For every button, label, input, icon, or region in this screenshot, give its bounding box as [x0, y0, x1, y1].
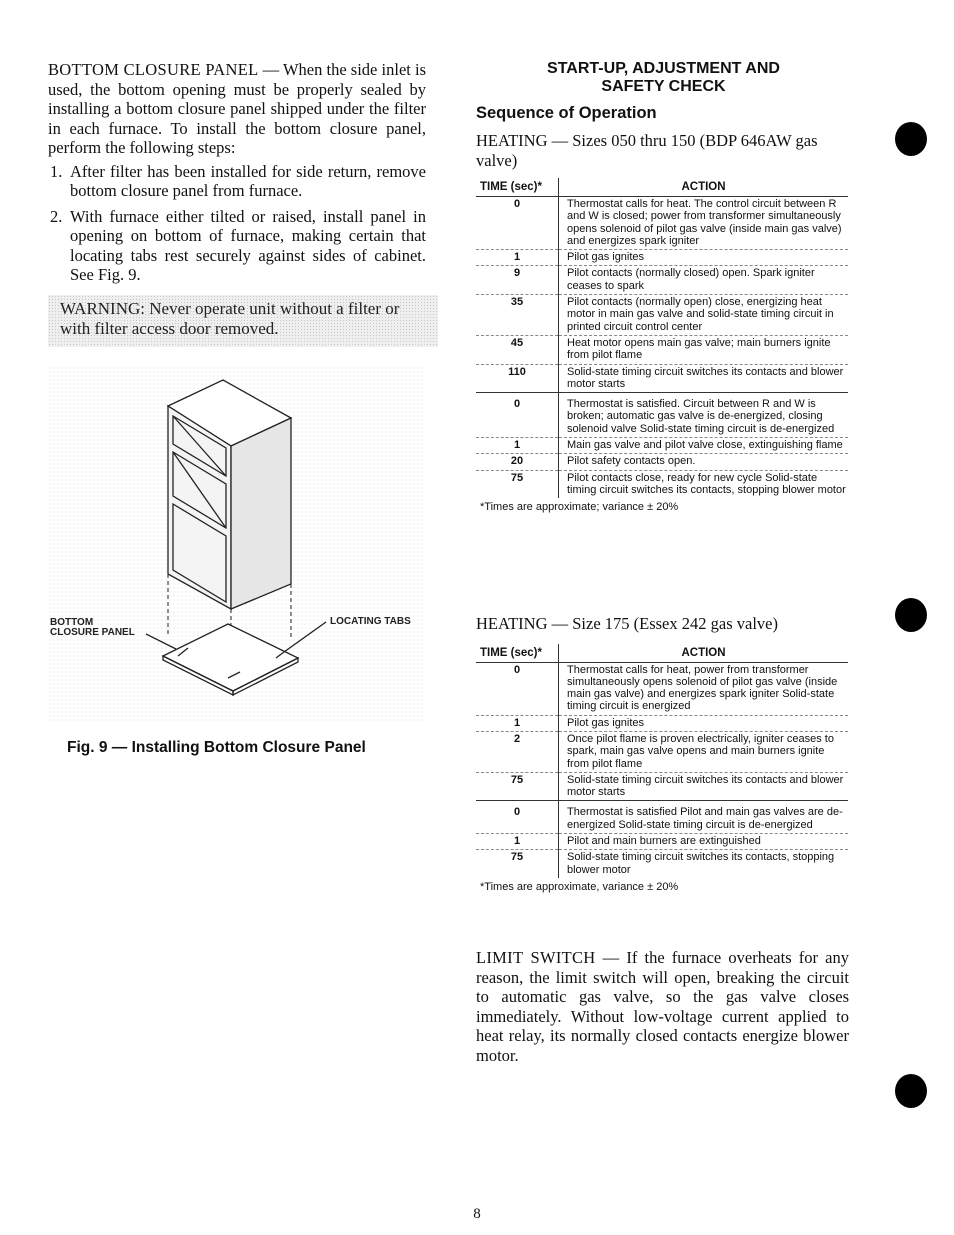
time-cell: 1 [476, 834, 559, 850]
action-cell: Pilot safety contacts open. [559, 454, 849, 470]
warning-box: WARNING: Never operate unit without a filter or with filter access door removed. [48, 295, 438, 347]
install-step [48, 162, 426, 201]
right-column [476, 60, 851, 513]
action-cell: Heat motor opens main gas valve; main burners ignite from pilot flame [559, 335, 849, 364]
section-heading-line1: START-UP, ADJUSTMENT AND [547, 60, 780, 77]
time-cell: 1 [476, 250, 559, 266]
table-row [476, 801, 848, 834]
action-cell: Pilot and main burners are extinguished [559, 834, 849, 850]
table-row [476, 470, 848, 498]
punch-hole-icon [895, 122, 927, 156]
table-row [476, 834, 848, 850]
install-step [48, 207, 426, 285]
action-column-header: ACTION [559, 644, 849, 663]
time-cell: 20 [476, 454, 559, 470]
table-row [476, 438, 848, 454]
time-cell: 75 [476, 850, 559, 878]
action-cell: Thermostat is satisfied Pilot and main gas valves are de-energized Solid-state timing circuit is de-energized [559, 801, 849, 834]
action-cell: Thermostat calls for heat. The control circuit between R and W is closed; power from transformer simultaneously opens solenoid of pilot gas valve (inside main gas valve) and energizes spark igniter [567, 198, 842, 247]
table-row [476, 250, 848, 266]
table1-title: HEATING — Sizes 050 thru 150 (BDP 646AW gas valve) [476, 131, 818, 170]
table2-section [476, 614, 851, 893]
time-cell: 110 [476, 364, 559, 393]
step-text: With furnace either tilted or raised, install panel in opening on bottom of furnace, making certain that locating tabs rest securely against sides of cabinet. See Fig. 9. [70, 206, 426, 284]
time-cell: 2 [476, 731, 559, 772]
time-cell: 0 [476, 662, 559, 715]
table-row [476, 266, 848, 295]
step-number: 1. [50, 161, 63, 181]
sequence-table-650-150 [476, 178, 848, 498]
section-heading-line2: SAFETY CHECK [601, 78, 726, 95]
figure-bottom-closure-panel [48, 366, 423, 721]
step-number: 2. [50, 206, 63, 226]
label-bottom-line2: CLOSURE PANEL [50, 627, 135, 638]
action-cell: Thermostat calls for heat, power from transformer simultaneously opens solenoid of pilot gas valve (inside main gas valve) and energizes spark igniter Solid-state timing circuit is energized [567, 663, 838, 713]
action-cell: Pilot gas ignites [559, 715, 849, 731]
action-cell: Pilot gas ignites [559, 250, 849, 266]
sequence-subheading: Sequence of Operation [476, 104, 657, 122]
limit-switch-heading: LIMIT SWITCH [476, 948, 596, 967]
page-number: 8 [473, 1206, 481, 1222]
label-bottom-closure-panel [50, 618, 135, 638]
table-row [476, 662, 848, 715]
time-cell: 45 [476, 335, 559, 364]
action-cell: Once pilot flame is proven electrically, igniter ceases to spark, main gas valve opens and main burners ignite from pilot flame [559, 731, 849, 772]
table2-title: HEATING — Size 175 (Essex 242 gas valve) [476, 614, 778, 633]
time-cell: 35 [476, 295, 559, 336]
time-cell: 0 [476, 197, 559, 250]
sequence-table-175 [476, 644, 848, 878]
action-cell: Solid-state timing circuit switches its contacts and blower motor starts [559, 364, 849, 393]
table-row [476, 295, 848, 336]
table-row [476, 715, 848, 731]
table2-footnote: *Times are approximate, variance ± 20% [480, 880, 679, 893]
time-cell: 1 [476, 438, 559, 454]
table-row [476, 772, 848, 801]
time-column-header: TIME (sec)* [476, 644, 559, 663]
time-cell: 0 [476, 801, 559, 834]
table2-body [476, 662, 848, 878]
time-cell: 75 [476, 470, 559, 498]
step-text: After filter has been installed for side return, remove bottom closure panel from furnace. [70, 161, 426, 200]
table-row [476, 393, 848, 438]
action-cell: Pilot contacts close, ready for new cycle Solid-state timing circuit switches its contacts, stopping blower motor [559, 470, 849, 498]
furnace-illustration [48, 366, 423, 721]
punch-hole-icon [895, 598, 927, 632]
bottom-closure-panel-text: — When the side inlet is used, the bottom opening must be properly sealed by installing a bottom closure panel shipped under the filter in each furnace. To install the bottom closure panel, perform the following steps: [48, 60, 426, 157]
table-row [476, 454, 848, 470]
action-cell: Thermostat is satisfied. Circuit between R and W is broken; automatic gas valve is de-energized, closing solenoid valve Solid-state timing circuit is de-energized [559, 393, 849, 438]
table-row [476, 850, 848, 878]
table-row [476, 731, 848, 772]
table-row [476, 197, 848, 250]
install-steps-list [48, 162, 426, 285]
table-row [476, 364, 848, 393]
action-cell: Solid-state timing circuit switches its contacts and blower motor starts [559, 772, 849, 801]
bottom-closure-panel-paragraph [48, 60, 426, 158]
limit-switch-paragraph [476, 948, 849, 1065]
table1-footnote: *Times are approximate; variance ± 20% [480, 501, 679, 514]
figure-caption: Fig. 9 — Installing Bottom Closure Panel [67, 739, 366, 756]
label-bottom-line1: BOTTOM [50, 617, 94, 628]
limit-switch-text: — If the furnace overheats for any reason, the limit switch will open, breaking the circuit to automatic gas valve, so the gas valve closes immediately. Without low-voltage current applied to heat relay, its normally closed contacts energize blower motor. [476, 948, 850, 1065]
action-cell: Solid-state timing circuit switches its contacts, stopping blower motor [559, 850, 849, 878]
action-cell: Pilot contacts (normally open) close, energizing heat motor in main gas valve and solid-state timing circuit in printed circuit control center [559, 295, 849, 336]
label-locating-tabs: LOCATING TABS [330, 616, 411, 627]
section-heading [476, 60, 851, 96]
time-column-header: TIME (sec)* [476, 178, 559, 197]
time-cell: 75 [476, 772, 559, 801]
table1-body [476, 197, 848, 499]
time-cell: 0 [476, 393, 559, 438]
action-column-header: ACTION [559, 178, 849, 197]
table-row [476, 335, 848, 364]
left-column [48, 60, 426, 347]
bottom-closure-panel-heading: BOTTOM CLOSURE PANEL [48, 60, 259, 79]
action-cell: Main gas valve and pilot valve close, extinguishing flame [559, 438, 849, 454]
time-cell: 9 [476, 266, 559, 295]
action-cell: Pilot contacts (normally closed) open. Spark igniter ceases to spark [559, 266, 849, 295]
time-cell: 1 [476, 715, 559, 731]
punch-hole-icon [895, 1074, 927, 1108]
